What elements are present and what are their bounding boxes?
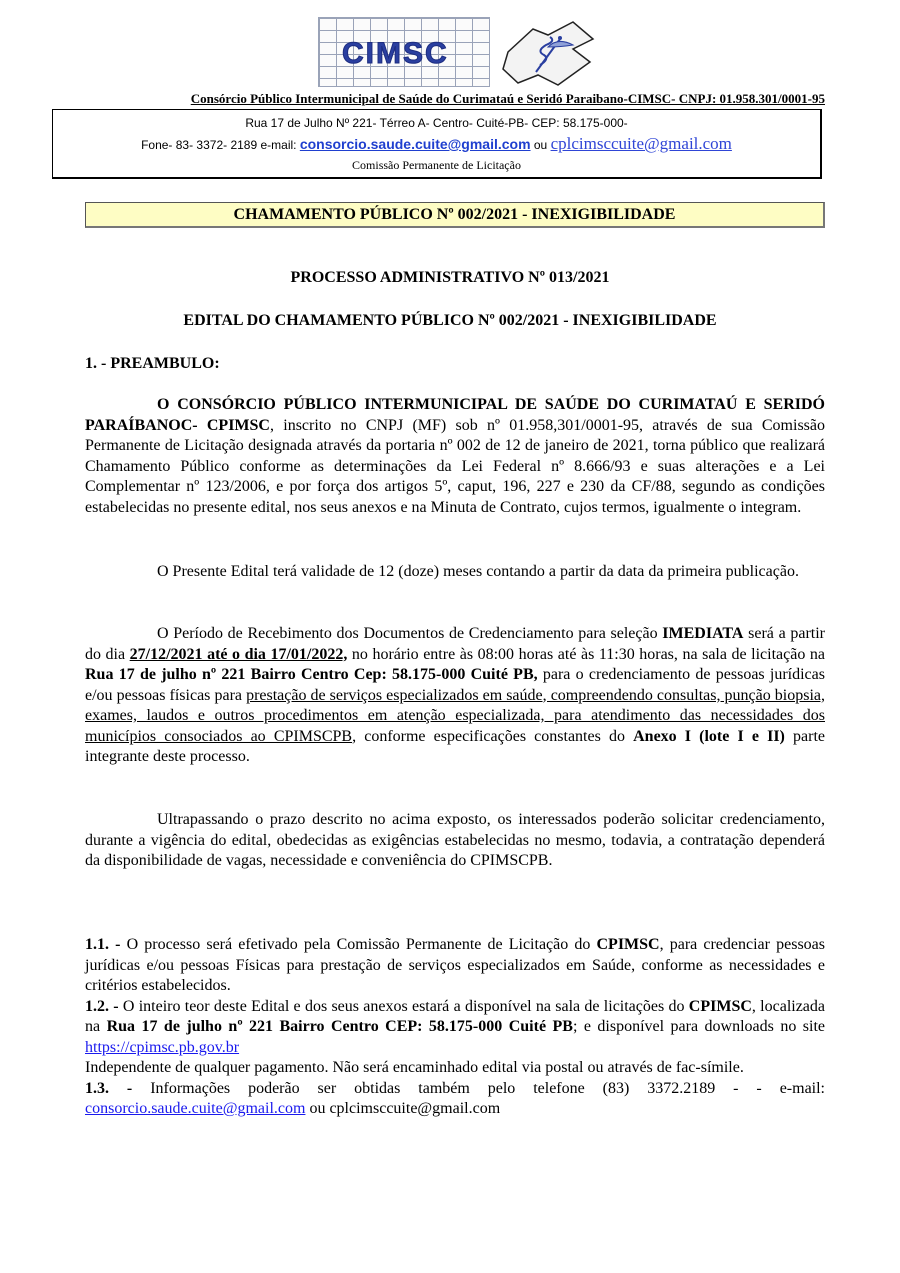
period-dates: 27/12/2021 até o dia 17/01/2022, <box>129 645 348 663</box>
period-services: prestação de serviços especializados em saúde, compreendendo consultas, punção biopsia, exames, laudos e outros procedimentos em atenção especializada, para atendimento das necessidades dos municípios consociados ao CPIMSCPB <box>85 686 825 745</box>
item-1-2-text-3: ; e disponível para downloads no site <box>572 1018 826 1035</box>
cimsc-logo <box>318 17 613 87</box>
beyond-text: Ultrapassando o prazo descrito no acima exposto, os interessados poderão solicitar credenciamento, durante a vigência do edital, obedecidas as exigências estabelecidas no mesmo, todavia, a contratação dependerá da disponibilidade de vagas, necessidade e conveniência do CPIMSCPB. <box>85 811 825 869</box>
period-text-3: no horário entre às 08:00 horas até às 11:30 horas, na sala de licitação na <box>347 645 825 663</box>
contact-line <box>53 134 820 154</box>
caduceus-cross-icon <box>478 17 598 87</box>
item-1-3-text-1: Informações poderão ser obtidas também pelo telefone (83) 3372.2189 - - e-mail: <box>132 1079 826 1097</box>
item-1-2-text-2: , localizada na <box>85 997 826 1035</box>
period-text-6: parte integrante deste processo. <box>85 727 826 765</box>
phone-text: Fone- 83- 3372- 2189 e-mail: <box>141 138 300 152</box>
validity-paragraph <box>85 562 825 583</box>
edital-title: EDITAL DO CHAMAMENTO PÚBLICO Nº 002/2021 - INEXIGIBILIDADE <box>183 312 717 329</box>
item-1-2-text-1: O inteiro teor deste Edital e dos seus anexos estará a disponível na sala de licitações do <box>118 997 689 1015</box>
item-1-2-text-4: Independente de qualquer pagamento. Não será encaminhado edital via postal ou através de fac-símile. <box>85 1059 744 1076</box>
website-link[interactable]: https://cpimsc.pb.gov.br <box>85 1038 240 1056</box>
logo-text: CIMSC <box>342 37 449 70</box>
section-1-title: 1. - PREAMBULO: <box>85 355 220 372</box>
item-1-3-number: 1.3. - <box>85 1079 133 1097</box>
period-text-1: O Período de Recebimento dos Documentos de Credenciamento para seleção <box>157 625 663 642</box>
validity-text: O Presente Edital terá validade de 12 (doze) meses contando a partir da data da primeira publicação. <box>157 563 799 580</box>
period-annex: Anexo I (lote I e II) <box>633 727 785 745</box>
email-separator: ou <box>530 138 551 152</box>
commission-label: Comissão Permanente de Licitação <box>352 158 521 172</box>
item-1-2-org: CPIMSC <box>688 997 752 1015</box>
email-link-cpl[interactable]: cplcimsccuite@gmail.com <box>550 134 732 153</box>
period-text-4: para o credenciamento de pessoas jurídicas e/ou pessoas físicas para <box>85 666 825 704</box>
period-immediate: IMEDIATA <box>662 625 744 642</box>
document-title-box: CHAMAMENTO PÚBLICO Nº 002/2021 - INEXIGIBILIDADE <box>85 202 825 228</box>
preamble-lead: O CONSÓRCIO PÚBLICO INTERMUNICIPAL DE SAÚDE DO CURIMATAÚ E SERIDÓ PARAÍBANOC- CPIMSC <box>85 396 825 434</box>
address-line: Rua 17 de Julho Nº 221- Térreo A- Centro- Cuité-PB- CEP: 58.175-000- <box>245 116 628 130</box>
preamble-text: , inscrito no CNPJ (MF) sob nº 01.958,301/0001-95, através de sua Comissão Permanente de Licitação designada através da portaria nº 002 de 12 de janeiro de 2021, torna público que realizará Chamamento Público conforme as determinações da Lei Federal nº 8.666/93 e suas alterações e a Lei Complementar nº 123/2006, e por força dos artigos 5º, caput, 196, 227 e 230 da CF/88, segundo as condições estabelecidas no presente edital, nos seus anexos e na Minuta de Contrato, cujos termos, igualmente o integram. <box>85 416 826 516</box>
contact-box <box>52 109 822 179</box>
item-1-3-text-2: ou cplcimsccuite@gmail.com <box>305 1100 501 1117</box>
item-1-2-number: 1.2. - <box>85 997 119 1015</box>
org-header-line: Consórcio Público Intermunicipal de Saúde do Curimataú e Seridó Paraibano-CIMSC- CNPJ: 01.958.301/0001-95 <box>190 91 825 106</box>
item-1-1-text-2: , para credenciar pessoas jurídicas e/ou pessoas Físicas para prestação de serviços especializados em Saúde, conforme as necessidades e critérios estabelecidos. <box>85 936 825 994</box>
period-address: Rua 17 de julho nº 221 Bairro Centro Cep: 58.175-000 Cuité PB, <box>85 666 538 683</box>
period-paragraph <box>85 624 825 768</box>
item-1-1-org: CPIMSC <box>596 936 660 953</box>
period-text-5: , conforme especificações constantes do <box>352 727 634 745</box>
period-text-2: será a partir do dia <box>85 625 826 663</box>
preamble-paragraph <box>85 395 825 518</box>
item-1-2-address: Rua 17 de julho nº 221 Bairro Centro CEP: 58.175-000 Cuité PB <box>106 1018 573 1035</box>
item-1-3-email-link[interactable]: consorcio.saude.cuite@gmail.com <box>85 1100 306 1117</box>
email-link-consorcio[interactable]: consorcio.saude.cuite@gmail.com <box>299 136 531 152</box>
item-1-1 <box>85 935 825 1120</box>
beyond-paragraph <box>85 810 825 872</box>
item-1-1-text-1: O processo será efetivado pela Comissão Permanente de Licitação do <box>120 936 597 953</box>
process-title: PROCESSO ADMINISTRATIVO Nº 013/2021 <box>290 269 610 286</box>
item-1-1-number: 1.1. - <box>85 936 121 953</box>
